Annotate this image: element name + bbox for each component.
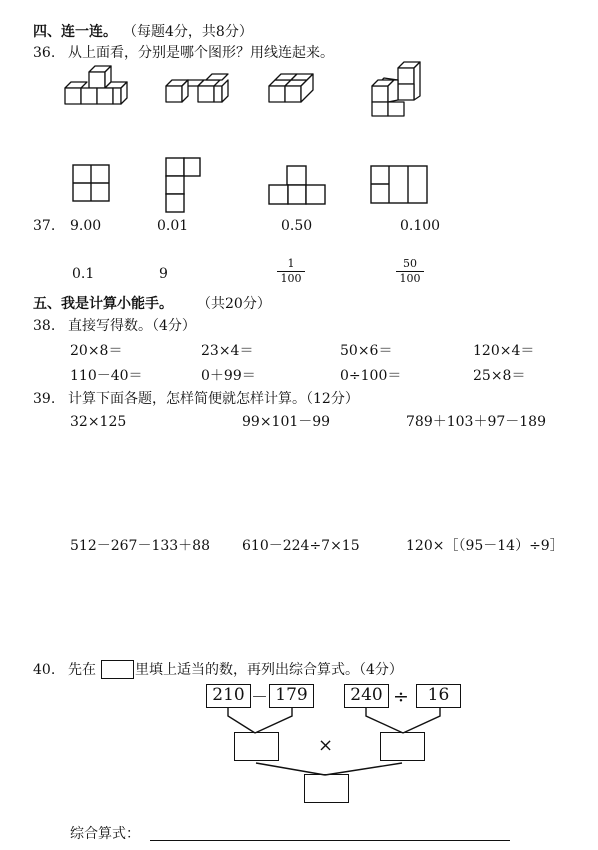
minus-sign: － bbox=[251, 688, 268, 708]
section-4-title: 四、连一连。 bbox=[33, 24, 117, 40]
section-5-score: （共20分） bbox=[197, 296, 271, 312]
fraction-denominator: 100 bbox=[399, 272, 421, 285]
q40-text-before: 先在 bbox=[68, 662, 96, 678]
number-box-240: 240 bbox=[344, 684, 389, 708]
section-4-score: （每题4分，共8分） bbox=[123, 24, 253, 40]
answer-label: 综合算式： bbox=[70, 826, 140, 842]
q40-text-after: 里填上适当的数，再列出综合算式。（4分） bbox=[135, 662, 403, 678]
q39-item: 120×［（95－14）÷9］ bbox=[406, 538, 564, 554]
q38-item: 20×8＝ bbox=[70, 343, 123, 359]
q39-item: 512－267－133＋88 bbox=[70, 538, 210, 554]
answer-box-right bbox=[380, 732, 425, 761]
q39-item: 99×101－99 bbox=[242, 414, 331, 430]
answer-box-bottom bbox=[304, 774, 349, 803]
section-5-title: 五、我是计算小能手。 bbox=[33, 296, 173, 312]
q36-number: 36. bbox=[33, 45, 56, 61]
q38-item: 25×8＝ bbox=[473, 368, 526, 384]
number-box-179: 179 bbox=[269, 684, 314, 708]
q38-item: 0÷100＝ bbox=[340, 368, 402, 384]
q38-item: 0＋99＝ bbox=[201, 368, 256, 384]
number-box-16: 16 bbox=[416, 684, 461, 708]
q37-bottom-item: 9 bbox=[159, 266, 168, 282]
q38-item: 110－40＝ bbox=[70, 368, 143, 384]
q39-text: 计算下面各题，怎样简便就怎样计算。（12分） bbox=[68, 391, 359, 407]
q39-item: 610－224÷7×15 bbox=[242, 538, 360, 554]
q39-item: 32×125 bbox=[70, 414, 127, 430]
q37-bottom-item: 0.1 bbox=[72, 266, 95, 282]
q39-item: 789＋103＋97－189 bbox=[406, 414, 546, 430]
q37-top-item: 0.50 bbox=[281, 218, 313, 234]
fraction-numerator: 1 bbox=[287, 257, 295, 270]
fraction-numerator: 50 bbox=[403, 257, 417, 270]
fraction-denominator: 100 bbox=[280, 272, 302, 285]
q37-number: 37. bbox=[33, 218, 56, 234]
answer-line bbox=[150, 840, 510, 841]
division-sign: ÷ bbox=[393, 686, 409, 708]
q37-top-item: 0.100 bbox=[400, 218, 441, 234]
answer-box-left bbox=[234, 732, 279, 761]
q39-number: 39. bbox=[33, 391, 56, 407]
q36-text: 从上面看，分别是哪个图形？用线连起来。 bbox=[68, 45, 334, 61]
q38-text: 直接写得数。（4分） bbox=[68, 318, 196, 334]
q38-number: 38. bbox=[33, 318, 56, 334]
q37-top-item: 0.01 bbox=[157, 218, 189, 234]
q40-number: 40. bbox=[33, 662, 56, 678]
q38-item: 50×6＝ bbox=[340, 343, 393, 359]
q38-item: 120×4＝ bbox=[473, 343, 535, 359]
q38-item: 23×4＝ bbox=[201, 343, 254, 359]
multiply-sign: × bbox=[318, 735, 334, 756]
number-box-210: 210 bbox=[206, 684, 251, 708]
q37-top-item: 9.00 bbox=[70, 218, 102, 234]
